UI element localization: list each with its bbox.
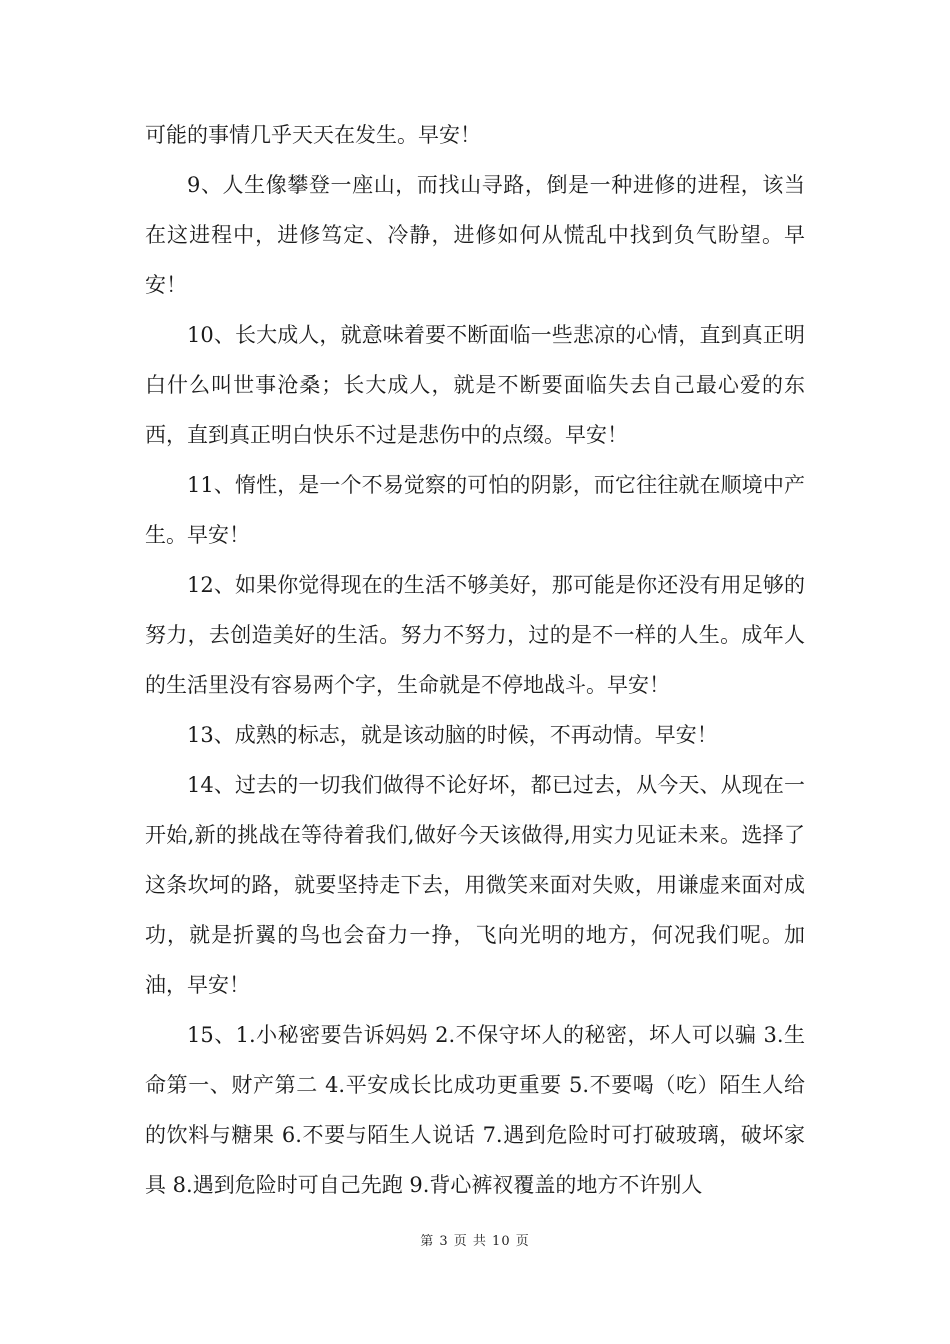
paragraph-item-13: 13、成熟的标志，就是该动脑的时候，不再动情。早安！ [187,723,718,747]
paragraph-item-9: 9、人生像攀登一座山，而找山寻路，倒是一种进修的进程，该当在这进程中，进修笃定、冷静，进修如何从慌乱中找到负气盼望。早安！ [145,173,805,297]
paragraph-item-10: 10、长大成人，就意味着要不断面临一些悲凉的心情，直到真正明白什么叫世事沧桑；长大成人，就是不断要面临失去自己最心爱的东西，直到真正明白快乐不过是悲伤中的点缀。早安！ [145,323,805,447]
paragraph-item-15: 15、1.小秘密要告诉妈妈 2.不保守坏人的秘密，坏人可以骗 3.生命第一、财产第二 4.平安成长比成功更重要 5.不要喝（吃）陌生人给的饮料与糖果 6.不要与陌生人说话 7.遇到危险时可打破玻璃，破坏家具 8.遇到危险时可自己先跑 9.背心裤衩覆盖的地方不许别人 [145,1023,805,1197]
body-text [145,110,805,1210]
paragraph-item-12: 12、如果你觉得现在的生活不够美好，那可能是你还没有用足够的努力，去创造美好的生活。努力不努力，过的是不一样的人生。成年人的生活里没有容易两个字，生命就是不停地战斗。早安！ [145,573,805,697]
paragraph-item-11: 11、惰性，是一个不易觉察的可怕的阴影，而它往往就在顺境中产生。早安！ [145,473,805,547]
page-number-footer: 第 3 页 共 10 页 [420,1234,530,1249]
paragraph-item-14: 14、过去的一切我们做得不论好坏，都已过去，从今天、从现在一开始,新的挑战在等待着我们,做好今天该做得,用实力见证未来。选择了这条坎坷的路，就要坚持走下去，用微笑来面对失败，用谦虚来面对成功，就是折翼的鸟也会奋力一挣，飞向光明的地方，何况我们呢。加油，早安！ [145,773,805,997]
paragraph-continuation: 可能的事情几乎天天在发生。早安！ [145,123,481,147]
